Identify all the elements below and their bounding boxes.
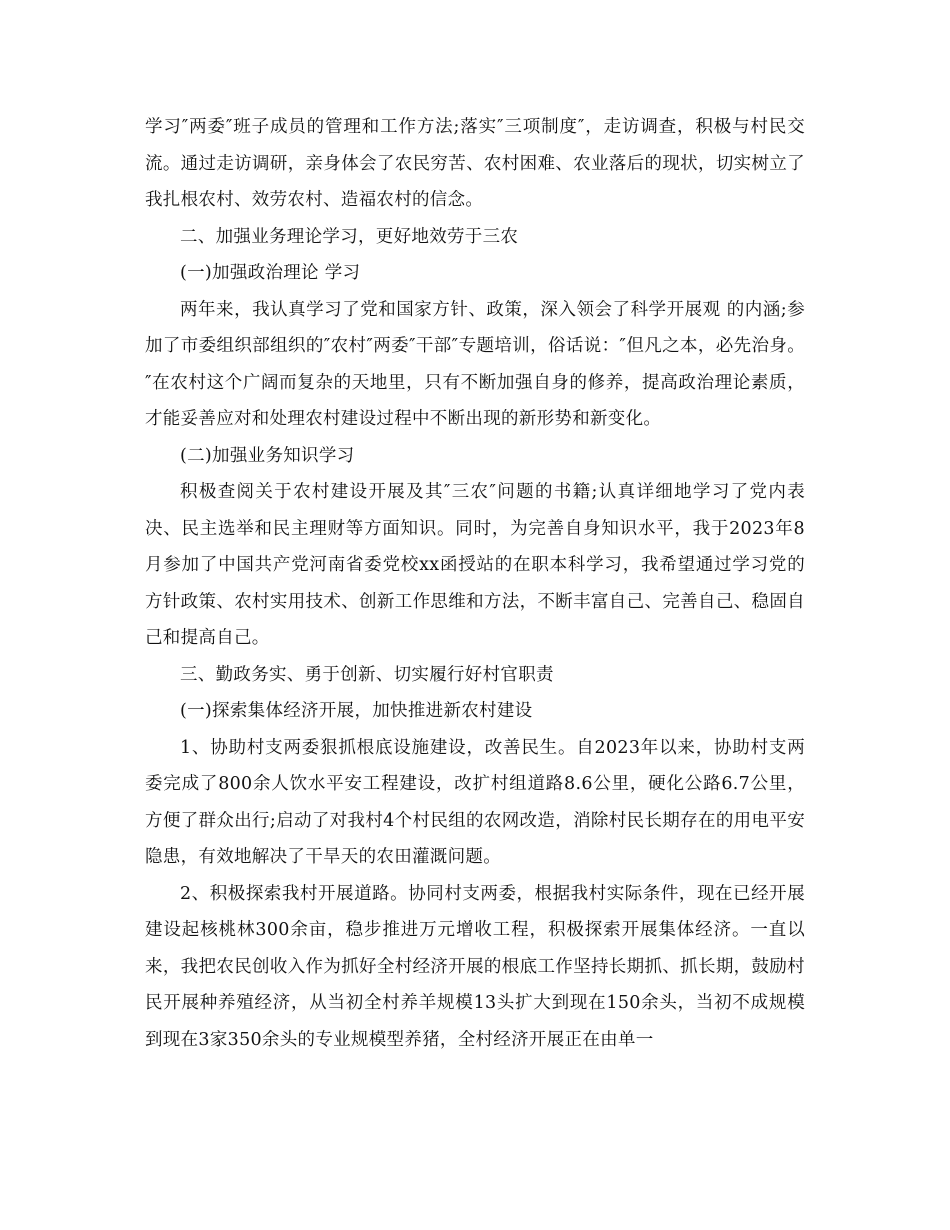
paragraph-business-knowledge: 积极查阅关于农村建设开展及其″三农″问题的书籍;认真详细地学习了党内表决、民主选举和民主理财等方面知识。同时，为完善自身知识水平，我于2023年8月参加了中国共产党河南省委党校xx函授站的在职本科学习，我希望通过学习党的方针政策、农村实用技术、创新工作思维和方法，不断丰富自己、完善自己、稳固自己和提高自己。 bbox=[145, 482, 805, 648]
subsection-heading-2-1: (一)加强政治理论 学习 bbox=[180, 263, 361, 283]
section-heading-2: 二、加强业务理论学习，更好地效劳于三农 bbox=[180, 226, 519, 247]
paragraph-visit-research: 学习″两委″班子成员的管理和工作方法;落实″三项制度″，走访调查，积极与村民交流。通过走访调研，亲身体会了农民穷苦、农村困难、农业落后的现状，切实树立了我扎根农村、效劳农村、造福农村的信念。 bbox=[145, 117, 805, 210]
paragraph-development-path: 2、积极探索我村开展道路。协同村支两委，根据我村实际条件，现在已经开展建设起核桃林300余亩，稳步推进万元增收工程，积极探索开展集体经济。一直以来，我把农民创收入作为抓好全村经济开展的根底工作坚持长期抓、抓长期，鼓励村民开展种养殖经济，从当初全村养羊规模13头扩大到现在150余头，当初不成规模到现在3家350余头的专业规模型养猪，全村经济开展正在由单一 bbox=[145, 883, 805, 1050]
paragraph-political-theory: 两年来，我认真学习了党和国家方针、政策，深入领会了科学开展观 的内涵;参加了市委组织部组织的″农村″两委″干部″专题培训，俗话说：″但凡之本，必先治身。″在农村这个广阔而复杂的天地里，只有不断加强自身的修养，提高政治理论素质，才能妥善应对和处理农村建设过程中不断出现的新形势和新变化。 bbox=[145, 299, 805, 429]
subsection-heading-3-1: (一)探索集体经济开展，加快推进新农村建设 bbox=[180, 701, 533, 721]
document-body bbox=[145, 109, 805, 1058]
section-heading-3: 三、勤政务实、勇于创新、切实履行好村官职责 bbox=[180, 664, 554, 685]
subsection-heading-2-2: (二)加强业务知识学习 bbox=[180, 445, 355, 466]
paragraph-infrastructure: 1、协助村支两委狠抓根底设施建设，改善民生。自2023年以来，协助村支两委完成了800余人饮水平安工程建设，改扩村组道路8.6公里，硬化公路6.7公里，方便了群众出行;启动了对我村4个村民组的农网改造，消除村民长期存在的用电平安隐患，有效地解决了干旱天的农田灌溉问题。 bbox=[145, 737, 805, 867]
